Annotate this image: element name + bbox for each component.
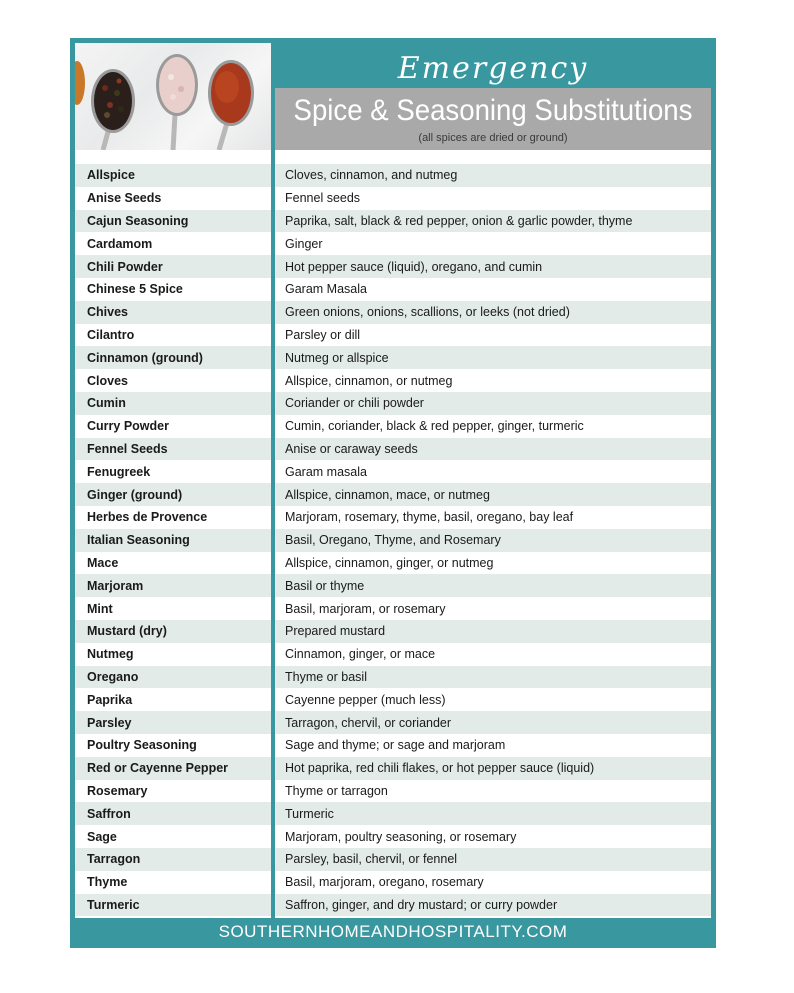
- spice-name: Fenugreek: [87, 464, 151, 479]
- table-row: [75, 438, 711, 461]
- page-title: Spice & Seasoning Substitutions: [293, 94, 693, 127]
- table-row: [75, 666, 711, 689]
- table-row: [75, 529, 711, 552]
- substitute-text: Basil, marjoram, or rosemary: [285, 601, 446, 616]
- substitute-text: Parsley, basil, chervil, or fennel: [285, 852, 458, 867]
- substitute-text: Prepared mustard: [285, 624, 386, 639]
- table-row: [75, 825, 711, 848]
- substitute-text: Nutmeg or allspice: [285, 350, 389, 365]
- substitute-text: Cumin, coriander, black & red pepper, ginger, turmeric: [285, 419, 584, 434]
- substitute-text: Hot paprika, red chili flakes, or hot pepper sauce (liquid): [285, 761, 595, 776]
- substitute-text: Turmeric: [285, 806, 334, 821]
- substitute-text: Allspice, cinnamon, mace, or nutmeg: [285, 487, 490, 502]
- table-rows: [75, 164, 711, 916]
- spice-name: Mace: [87, 555, 119, 570]
- spice-name: Paprika: [87, 692, 133, 707]
- substitute-text: Cayenne pepper (much less): [285, 692, 446, 707]
- table-row: [75, 620, 711, 643]
- substitute-text: Thyme or tarragon: [285, 783, 388, 798]
- substitute-text: Saffron, ginger, and dry mustard; or curry powder: [285, 897, 558, 912]
- spice-name: Marjoram: [87, 578, 144, 593]
- substitute-text: Cinnamon, ginger, or mace: [285, 647, 436, 662]
- spice-name: Cumin: [87, 396, 126, 411]
- substitute-text: Thyme or basil: [285, 669, 367, 684]
- spice-name: Mint: [87, 601, 113, 616]
- spice-name: Sage: [87, 829, 117, 844]
- substitute-text: Fennel seeds: [285, 191, 361, 206]
- table-row: [75, 506, 711, 529]
- table-row: [75, 232, 711, 255]
- spice-name: Chili Powder: [87, 259, 163, 274]
- page-subtitle: (all spices are dried or ground): [418, 132, 568, 144]
- spice-name: Allspice: [87, 168, 135, 183]
- table-row: [75, 643, 711, 666]
- header: [275, 43, 711, 150]
- substitute-text: Basil, Oregano, Thyme, and Rosemary: [285, 533, 501, 548]
- spice-name: Cinnamon (ground): [87, 350, 203, 365]
- substitute-text: Allspice, cinnamon, or nutmeg: [285, 373, 453, 388]
- spice-name: Anise Seeds: [87, 191, 162, 206]
- table-row: [75, 415, 711, 438]
- substitute-text: Cloves, cinnamon, and nutmeg: [285, 168, 458, 183]
- spice-name: Red or Cayenne Pepper: [87, 761, 229, 776]
- spice-name: Ginger (ground): [87, 487, 183, 502]
- spice-name: Fennel Seeds: [87, 441, 168, 456]
- script-title: Emergency: [397, 51, 589, 86]
- table-row: [75, 734, 711, 757]
- substitute-text: Parsley or dill: [285, 327, 361, 342]
- spoons-with-spices-photo: [75, 43, 271, 150]
- table-row: [75, 369, 711, 392]
- spice-name: Chinese 5 Spice: [87, 282, 183, 297]
- substitute-text: Coriander or chili powder: [285, 396, 424, 411]
- table-row: [75, 688, 711, 711]
- substitute-text: Green onions, onions, scallions, or leeks (not dried): [285, 305, 570, 320]
- spice-name: Cloves: [87, 373, 128, 388]
- spice-name: Chives: [87, 305, 128, 320]
- substitute-text: Hot pepper sauce (liquid), oregano, and cumin: [285, 259, 543, 274]
- table-row: [75, 711, 711, 734]
- spice-name: Mustard (dry): [87, 624, 167, 639]
- spice-name: Italian Seasoning: [87, 533, 190, 548]
- table-row: [75, 346, 711, 369]
- spice-name: Poultry Seasoning: [87, 738, 197, 753]
- table-row: [75, 210, 711, 233]
- table-row: [75, 255, 711, 278]
- table-row: [75, 848, 711, 871]
- column-divider: [271, 150, 275, 918]
- table-row: [75, 324, 711, 347]
- page-frame: [70, 38, 716, 948]
- substitute-text: Garam masala: [285, 464, 367, 479]
- substitute-text: Sage and thyme; or sage and marjoram: [285, 738, 506, 753]
- spice-name: Saffron: [87, 806, 131, 821]
- table-row: [75, 483, 711, 506]
- table-row: [75, 757, 711, 780]
- substitute-text: Basil, marjoram, oregano, rosemary: [285, 875, 484, 890]
- table-row: [75, 871, 711, 894]
- title-box: [275, 88, 711, 150]
- table-row: [75, 301, 711, 324]
- table-row: [75, 187, 711, 210]
- substitute-text: Paprika, salt, black & red pepper, onion & garlic powder, thyme: [285, 213, 633, 228]
- substitute-text: Marjoram, poultry seasoning, or rosemary: [285, 829, 517, 844]
- spice-name: Cajun Seasoning: [87, 213, 189, 228]
- substitute-text: Anise or caraway seeds: [285, 441, 418, 456]
- spice-name: Cardamom: [87, 236, 153, 251]
- spice-name: Rosemary: [87, 783, 148, 798]
- spice-name: Oregano: [87, 669, 139, 684]
- spice-name: Parsley: [87, 715, 132, 730]
- substitute-text: Ginger: [285, 236, 323, 251]
- substitute-text: Marjoram, rosemary, thyme, basil, oregano, bay leaf: [285, 510, 574, 525]
- substitute-text: Tarragon, chervil, or coriander: [285, 715, 452, 730]
- spice-name: Tarragon: [87, 852, 141, 867]
- table-row: [75, 597, 711, 620]
- table-row: [75, 164, 711, 187]
- substitution-table: [75, 150, 711, 918]
- table-row: [75, 552, 711, 575]
- spice-name: Nutmeg: [87, 647, 134, 662]
- table-row: [75, 392, 711, 415]
- table-row: [75, 460, 711, 483]
- table-row: [75, 780, 711, 803]
- spice-name: Thyme: [87, 875, 128, 890]
- table-row: [75, 894, 711, 917]
- substitute-text: Garam Masala: [285, 282, 367, 297]
- spice-name: Turmeric: [87, 897, 140, 912]
- spice-name: Cilantro: [87, 327, 135, 342]
- table-row: [75, 802, 711, 825]
- table-row: [75, 278, 711, 301]
- substitute-text: Allspice, cinnamon, ginger, or nutmeg: [285, 555, 494, 570]
- substitute-text: Basil or thyme: [285, 578, 365, 593]
- spice-name: Herbes de Provence: [87, 510, 208, 525]
- table-row: [75, 574, 711, 597]
- footer-site: SOUTHERNHOMEANDHOSPITALITY.COM: [218, 922, 568, 941]
- spice-name: Curry Powder: [87, 419, 169, 434]
